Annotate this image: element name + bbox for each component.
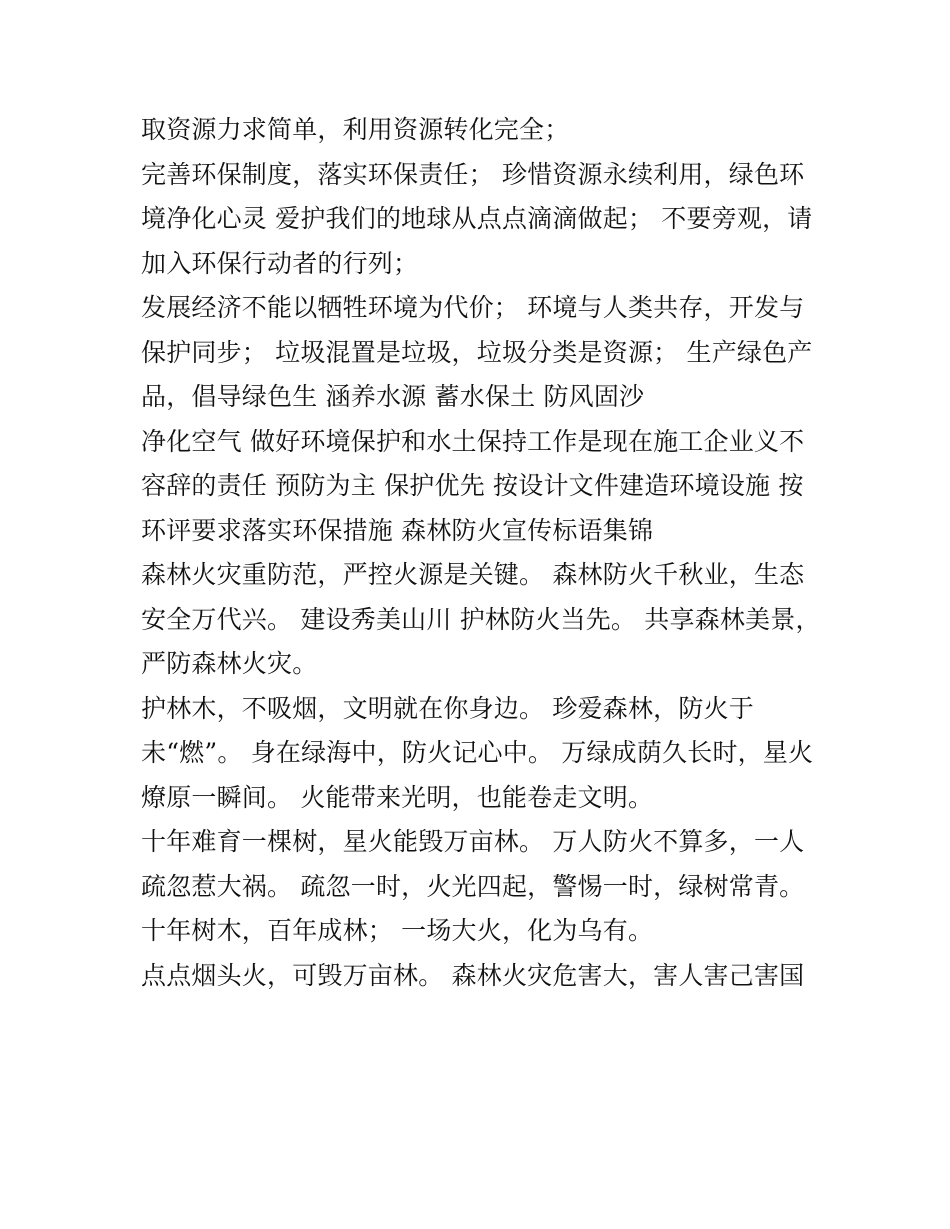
text-line: 未“燃”。 身在绿海中，防火记心中。 万绿成荫久长时，星火 [141, 738, 814, 767]
text-line: 森林火灾重防范，严控火源是关键。 森林防火千秋业，生态 [141, 560, 805, 589]
text-line: 严防森林火灾。 [141, 649, 318, 678]
text-line: 保护同步； 垃圾混置是垃圾，垃圾分类是资源； 生产绿色产 [141, 337, 813, 367]
document-body [141, 108, 821, 998]
text-line: 安全万代兴。 建设秀美山川 护林防火当先。 共享森林美景， [141, 604, 821, 634]
text-line: 十年树木，百年成林； 一场大火，化为乌有。 [141, 916, 654, 945]
text-line: 发展经济不能以牺牲环境为代价； 环境与人类共存，开发与 [141, 293, 805, 322]
text-line: 燎原一瞬间。 火能带来光明，也能卷走文明。 [141, 782, 654, 812]
text-line: 境净化心灵 爱护我们的地球从点点滴滴做起； 不要旁观，请 [141, 204, 813, 233]
text-line: 疏忽惹大祸。 疏忽一时，火光四起，警惕一时，绿树常青。 [141, 871, 805, 901]
text-line: 十年难育一棵树，星火能毁万亩林。 万人防火不算多，一人 [141, 827, 805, 856]
text-line: 环评要求落实环保措施 森林防火宣传标语集锦 [141, 515, 654, 545]
text-line: 完善环保制度，落实环保责任； 珍惜资源永续利用，绿色环 [141, 159, 805, 189]
text-line: 加入环保行动者的行列； [141, 248, 419, 278]
text-line: 护林木，不吸烟，文明就在你身边。 珍爱森林，防火于 [141, 693, 754, 723]
text-line: 品，倡导绿色生 涵养水源 蓄水保土 防风固沙 [141, 382, 645, 411]
text-line: 点点烟头火，可毁万亩林。 森林火灾危害大，害人害己害国 [141, 960, 805, 990]
text-line: 净化空气 做好环境保护和水土保持工作是现在施工企业义不 [141, 426, 805, 456]
text-line: 取资源力求简单，利用资源转化完全； [141, 115, 570, 144]
text-line: 容辞的责任 预防为主 保护优先 按设计文件建造环境设施 按 [141, 471, 804, 500]
